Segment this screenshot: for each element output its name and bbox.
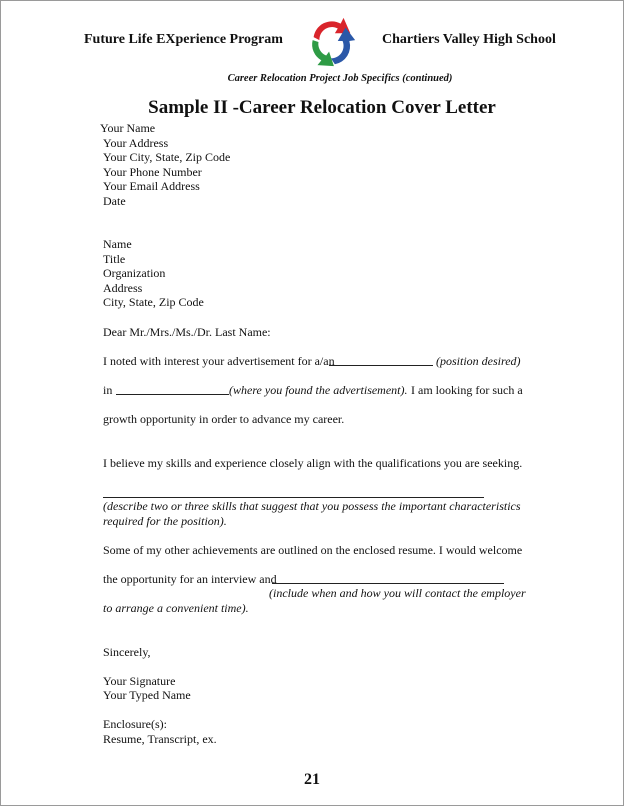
recipient-city: City, State, Zip Code [103,295,204,309]
closing-signature: Your Signature [103,674,176,688]
para3-note2: to arrange a convenient time). [103,601,249,615]
blank-line [103,497,484,498]
para1-line2-rest: I am looking for such a [411,383,523,397]
enclosure-items: Resume, Transcript, ex. [103,732,217,746]
blank-line [272,583,504,584]
recycle-arrows-icon [302,14,360,70]
closing-sincerely: Sincerely, [103,645,151,659]
sender-address: Your Address [103,136,169,150]
page-subtitle: Career Relocation Project Job Specifics (continued) [227,73,453,84]
para1-line1: I noted with interest your advertisement for a/an [103,354,335,368]
para3-line1: Some of my other achievements are outlined on the enclosed resume. I would welcome [103,543,523,557]
sender-city: Your City, State, Zip Code [103,150,231,164]
para1-line2-prefix: in [103,383,113,397]
para2-line1: I believe my skills and experience closely align with the qualifications you are seeking. [103,456,523,470]
para3-line2: the opportunity for an interview and [103,572,277,586]
para1-line2-note: (where you found the advertisement). [229,383,408,397]
recipient-name: Name [103,237,132,251]
sender-phone: Your Phone Number [103,165,202,179]
para2-note2: required for the position). [103,514,227,528]
enclosure-label: Enclosure(s): [103,717,167,731]
sender-date: Date [103,194,126,208]
closing-typed-name: Your Typed Name [103,688,191,702]
salutation: Dear Mr./Mrs./Ms./Dr. Last Name: [103,325,271,339]
recipient-title: Title [103,252,126,266]
program-name: Future Life EXperience Program [84,32,283,47]
sender-email: Your Email Address [103,179,200,193]
blank-line [116,394,229,395]
blank-line [329,365,433,366]
page-number: 21 [304,771,320,788]
recipient-address: Address [103,281,143,295]
para1-note: (position desired) [436,354,521,368]
para3-note1: (include when and how you will contact the employer [269,586,526,600]
recipient-organization: Organization [103,266,166,280]
school-name: Chartiers Valley High School [382,32,556,47]
para2-note1: (describe two or three skills that suggest that you possess the important characteristics [103,499,521,513]
para1-line3: growth opportunity in order to advance my career. [103,412,345,426]
sender-name: Your Name [100,121,156,135]
page-title: Sample II -Career Relocation Cover Letter [148,97,496,118]
